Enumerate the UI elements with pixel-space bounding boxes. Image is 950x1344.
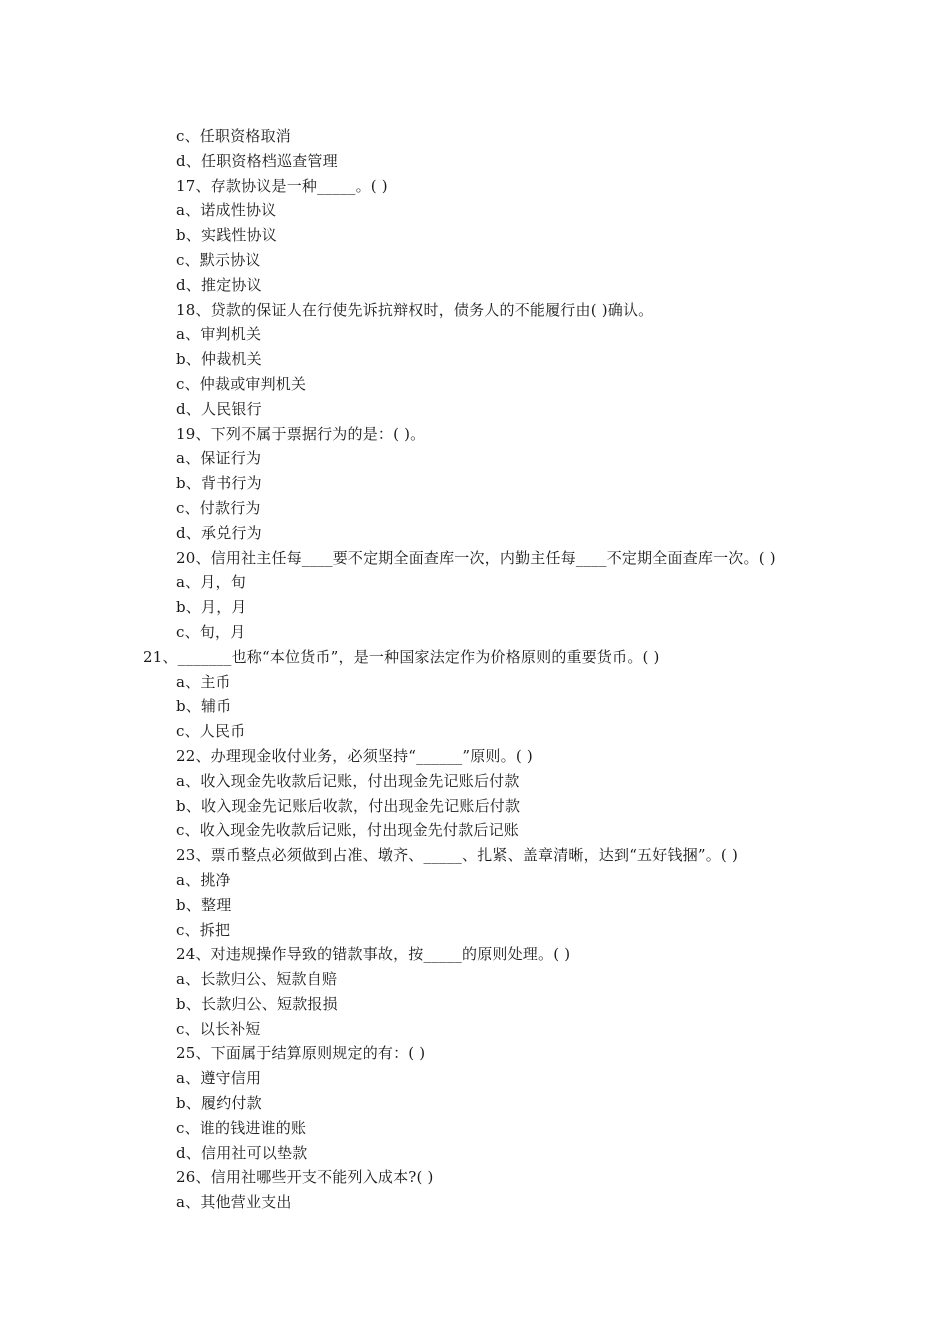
text-line: 19、下列不属于票据行为的是：( )。: [176, 424, 426, 443]
text-line: c、拆把: [176, 920, 231, 939]
text-line: 25、下面属于结算原则规定的有：( ): [176, 1044, 426, 1063]
text-line: 22、办理现金收付业务，必须坚持“______”原则。( ): [176, 746, 533, 765]
text-line: a、月，旬: [176, 573, 246, 592]
text-line: c、以长补短: [176, 1019, 261, 1038]
text-line: a、诺成性协议: [176, 201, 277, 220]
text-line: a、其他营业支出: [176, 1193, 292, 1212]
text-line: a、收入现金先收款后记账，付出现金先记账后付款: [176, 771, 520, 790]
text-line: 23、票币整点必须做到占准、墩齐、_____、扎紧、盖章清晰，达到“五好钱捆”。( ): [176, 846, 738, 865]
text-line: b、月，月: [176, 598, 247, 617]
text-line: b、长款归公、短款报损: [176, 994, 338, 1013]
text-line: 24、对违规操作导致的错款事故，按_____的原则处理。( ): [176, 945, 571, 964]
text-line: d、承兑行为: [176, 523, 262, 542]
text-line: d、推定协议: [176, 275, 262, 294]
text-line: 17、存款协议是一种_____。( ): [176, 176, 388, 195]
text-line: b、收入现金先记账后收款，付出现金先记账后付款: [176, 796, 521, 815]
question-list: [0, 124, 950, 1215]
text-line: c、收入现金先收款后记账，付出现金先付款后记账: [176, 821, 520, 840]
text-line: c、谁的钱进谁的账: [176, 1118, 307, 1137]
text-line: c、任职资格取消: [176, 127, 292, 145]
text-line: b、背书行为: [176, 474, 262, 493]
text-line: b、辅币: [176, 697, 232, 716]
text-line: b、履约付款: [176, 1094, 262, 1113]
text-line: b、仲裁机关: [176, 350, 262, 369]
text-line: d、任职资格档巡查管理: [176, 151, 338, 170]
text-line: 18、贷款的保证人在行使先诉抗辩权时，债务人的不能履行由( )确认。: [176, 300, 654, 319]
text-line: c、仲裁或审判机关: [176, 374, 307, 393]
text-line: a、挑净: [176, 870, 231, 889]
text-line: 21、_______也称“本位货币”，是一种国家法定作为价格原则的重要货币。( ): [143, 647, 660, 666]
text-line: a、主币: [176, 672, 231, 691]
text-line: c、默示协议: [176, 250, 261, 269]
text-line: a、长款归公、短款自赔: [176, 970, 338, 989]
text-line: c、旬，月: [176, 622, 246, 641]
text-line: 26、信用社哪些开支不能列入成本?( ): [176, 1168, 434, 1187]
text-line: b、整理: [176, 895, 232, 914]
text-line: c、人民币: [176, 722, 246, 741]
text-line: a、审判机关: [176, 325, 262, 344]
text-line: d、信用社可以垫款: [176, 1143, 308, 1162]
text-line: a、遵守信用: [176, 1069, 262, 1088]
text-line: 20、信用社主任每____要不定期全面查库一次，内勤主任每____不定期全面查库一次。( ): [176, 548, 776, 567]
text-line: c、付款行为: [176, 498, 261, 517]
text-line: d、人民银行: [176, 399, 262, 418]
text-line: a、保证行为: [176, 449, 262, 468]
text-line: b、实践性协议: [176, 226, 278, 245]
